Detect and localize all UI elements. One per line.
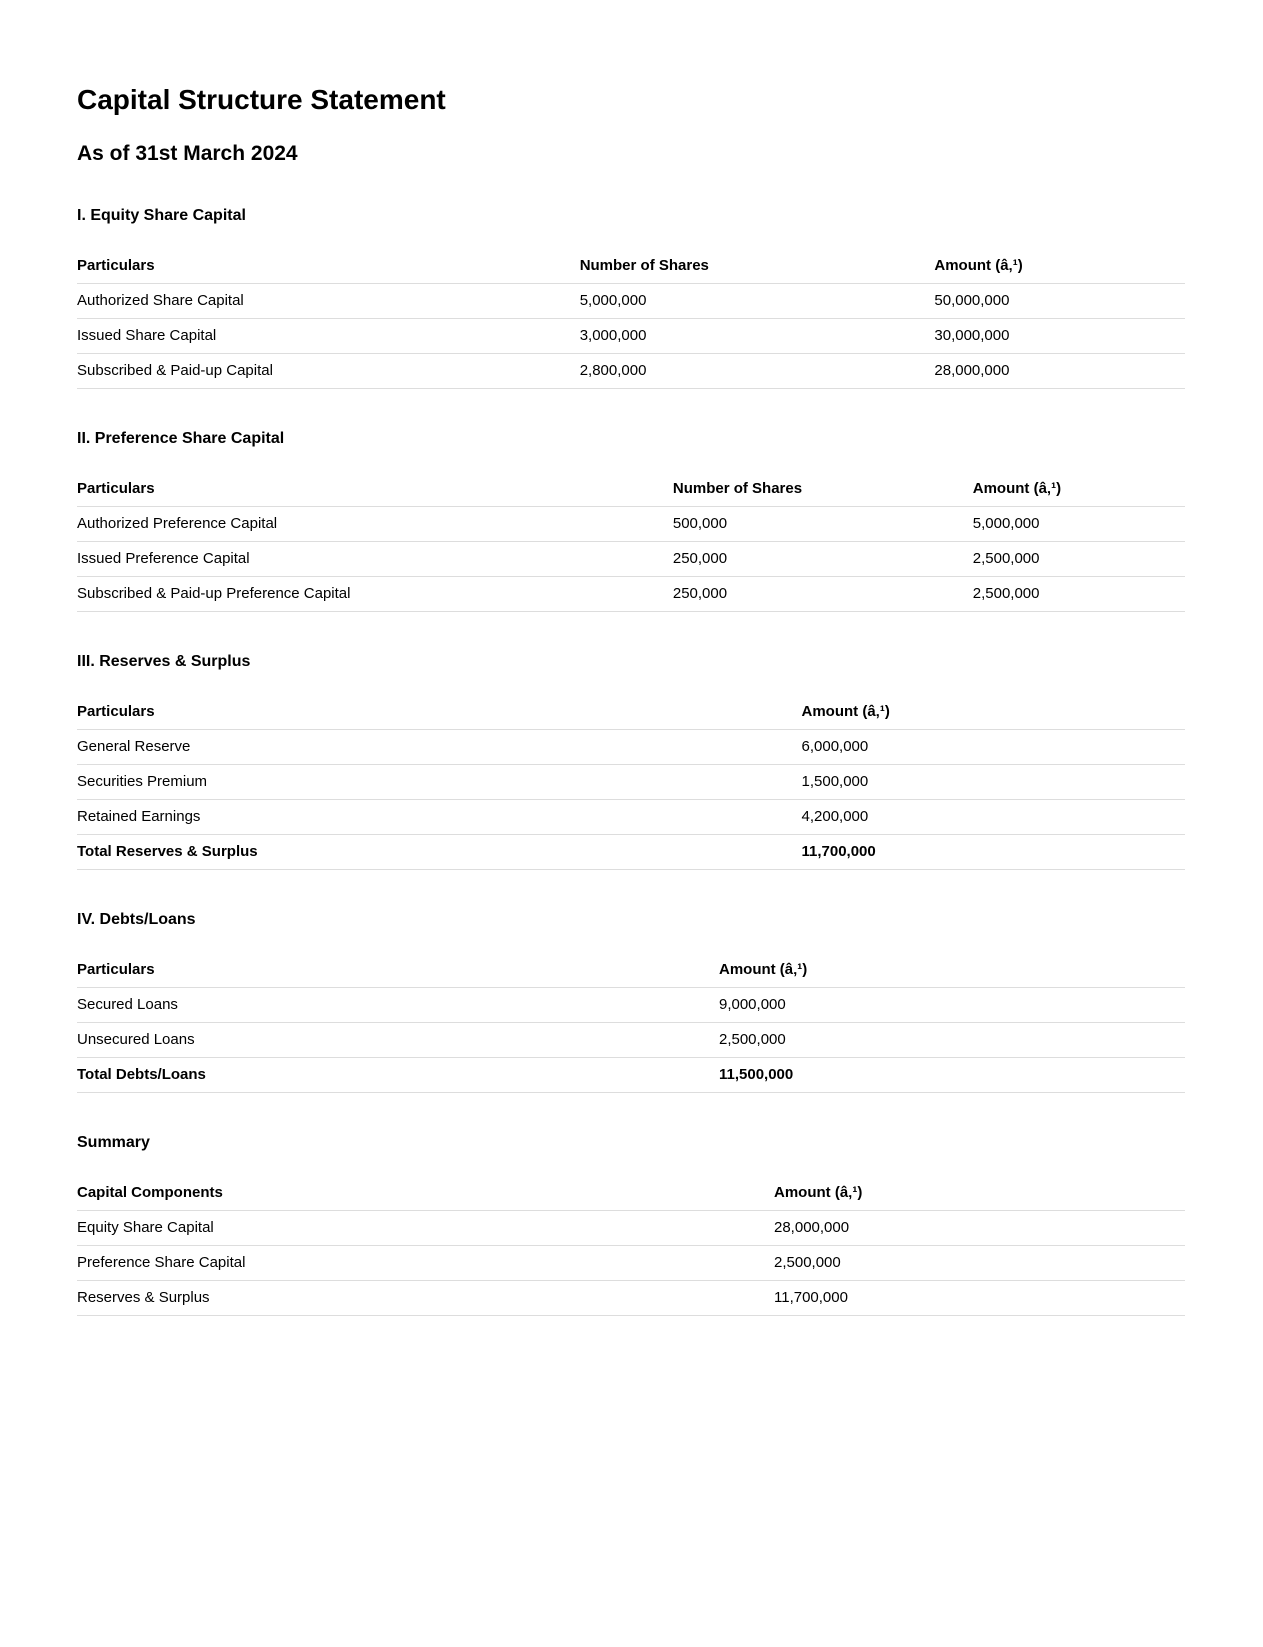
column-header-shares: Number of Shares (673, 472, 973, 507)
cell-particulars: Unsecured Loans (77, 1023, 719, 1058)
equity-table (77, 249, 1185, 389)
cell-amount: 5,000,000 (973, 507, 1185, 542)
table-row (77, 800, 1185, 835)
table-row (77, 1023, 1185, 1058)
cell-component: Preference Share Capital (77, 1246, 774, 1281)
cell-amount: 50,000,000 (934, 284, 1185, 319)
cell-particulars: Subscribed & Paid-up Preference Capital (77, 577, 673, 612)
table-row (77, 319, 1185, 354)
cell-component: Reserves & Surplus (77, 1281, 774, 1316)
cell-particulars: Authorized Share Capital (77, 284, 580, 319)
debts-table (77, 953, 1185, 1093)
cell-total-amount: 11,500,000 (719, 1058, 1185, 1093)
cell-particulars: Retained Earnings (77, 800, 802, 835)
cell-shares: 500,000 (673, 507, 973, 542)
table-row (77, 577, 1185, 612)
table-row (77, 284, 1185, 319)
section-heading-preference: II. Preference Share Capital (77, 430, 285, 447)
table-row (77, 1246, 1185, 1281)
table-row (77, 988, 1185, 1023)
table-header-row (77, 472, 1185, 507)
column-header-particulars: Particulars (77, 953, 719, 988)
cell-amount: 2,500,000 (973, 577, 1185, 612)
cell-shares: 250,000 (673, 542, 973, 577)
cell-amount: 30,000,000 (934, 319, 1185, 354)
column-header-amount: Amount (â‚¹) (973, 472, 1185, 507)
cell-total-amount: 11,700,000 (802, 835, 1186, 870)
cell-amount: 28,000,000 (774, 1211, 1185, 1246)
table-header-row (77, 953, 1185, 988)
column-header-amount: Amount (â‚¹) (802, 695, 1186, 730)
cell-amount: 28,000,000 (934, 354, 1185, 389)
column-header-particulars: Particulars (77, 695, 802, 730)
cell-shares: 2,800,000 (580, 354, 935, 389)
summary-table (77, 1176, 1185, 1316)
table-row (77, 1211, 1185, 1246)
cell-particulars: Securities Premium (77, 765, 802, 800)
table-row (77, 765, 1185, 800)
cell-amount: 1,500,000 (802, 765, 1186, 800)
table-row (77, 354, 1185, 389)
section-heading-debts: IV. Debts/Loans (77, 911, 196, 928)
reserves-table (77, 695, 1185, 870)
cell-amount: 11,700,000 (774, 1281, 1185, 1316)
table-row (77, 1281, 1185, 1316)
cell-particulars: Subscribed & Paid-up Capital (77, 354, 580, 389)
column-header-particulars: Particulars (77, 472, 673, 507)
cell-particulars: General Reserve (77, 730, 802, 765)
cell-amount: 2,500,000 (719, 1023, 1185, 1058)
table-header-row (77, 1176, 1185, 1211)
total-row (77, 835, 1185, 870)
column-header-particulars: Particulars (77, 249, 580, 284)
preference-table (77, 472, 1185, 612)
cell-amount: 4,200,000 (802, 800, 1186, 835)
section-heading-summary: Summary (77, 1134, 150, 1151)
table-row (77, 730, 1185, 765)
cell-particulars: Issued Share Capital (77, 319, 580, 354)
cell-shares: 250,000 (673, 577, 973, 612)
cell-amount: 2,500,000 (774, 1246, 1185, 1281)
cell-amount: 6,000,000 (802, 730, 1186, 765)
date-subtitle: As of 31st March 2024 (77, 142, 298, 165)
cell-total-label: Total Debts/Loans (77, 1058, 719, 1093)
section-heading-reserves: III. Reserves & Surplus (77, 653, 251, 670)
cell-total-label: Total Reserves & Surplus (77, 835, 802, 870)
cell-particulars: Issued Preference Capital (77, 542, 673, 577)
column-header-amount: Amount (â‚¹) (719, 953, 1185, 988)
cell-particulars: Authorized Preference Capital (77, 507, 673, 542)
table-header-row (77, 249, 1185, 284)
cell-component: Equity Share Capital (77, 1211, 774, 1246)
cell-shares: 5,000,000 (580, 284, 935, 319)
section-heading-equity: I. Equity Share Capital (77, 207, 246, 224)
total-row (77, 1058, 1185, 1093)
column-header-amount: Amount (â‚¹) (934, 249, 1185, 284)
column-header-shares: Number of Shares (580, 249, 935, 284)
page-title: Capital Structure Statement (77, 84, 446, 115)
cell-shares: 3,000,000 (580, 319, 935, 354)
table-row (77, 507, 1185, 542)
table-row (77, 542, 1185, 577)
cell-amount: 9,000,000 (719, 988, 1185, 1023)
column-header-amount: Amount (â‚¹) (774, 1176, 1185, 1211)
column-header-components: Capital Components (77, 1176, 774, 1211)
table-header-row (77, 695, 1185, 730)
cell-amount: 2,500,000 (973, 542, 1185, 577)
cell-particulars: Secured Loans (77, 988, 719, 1023)
